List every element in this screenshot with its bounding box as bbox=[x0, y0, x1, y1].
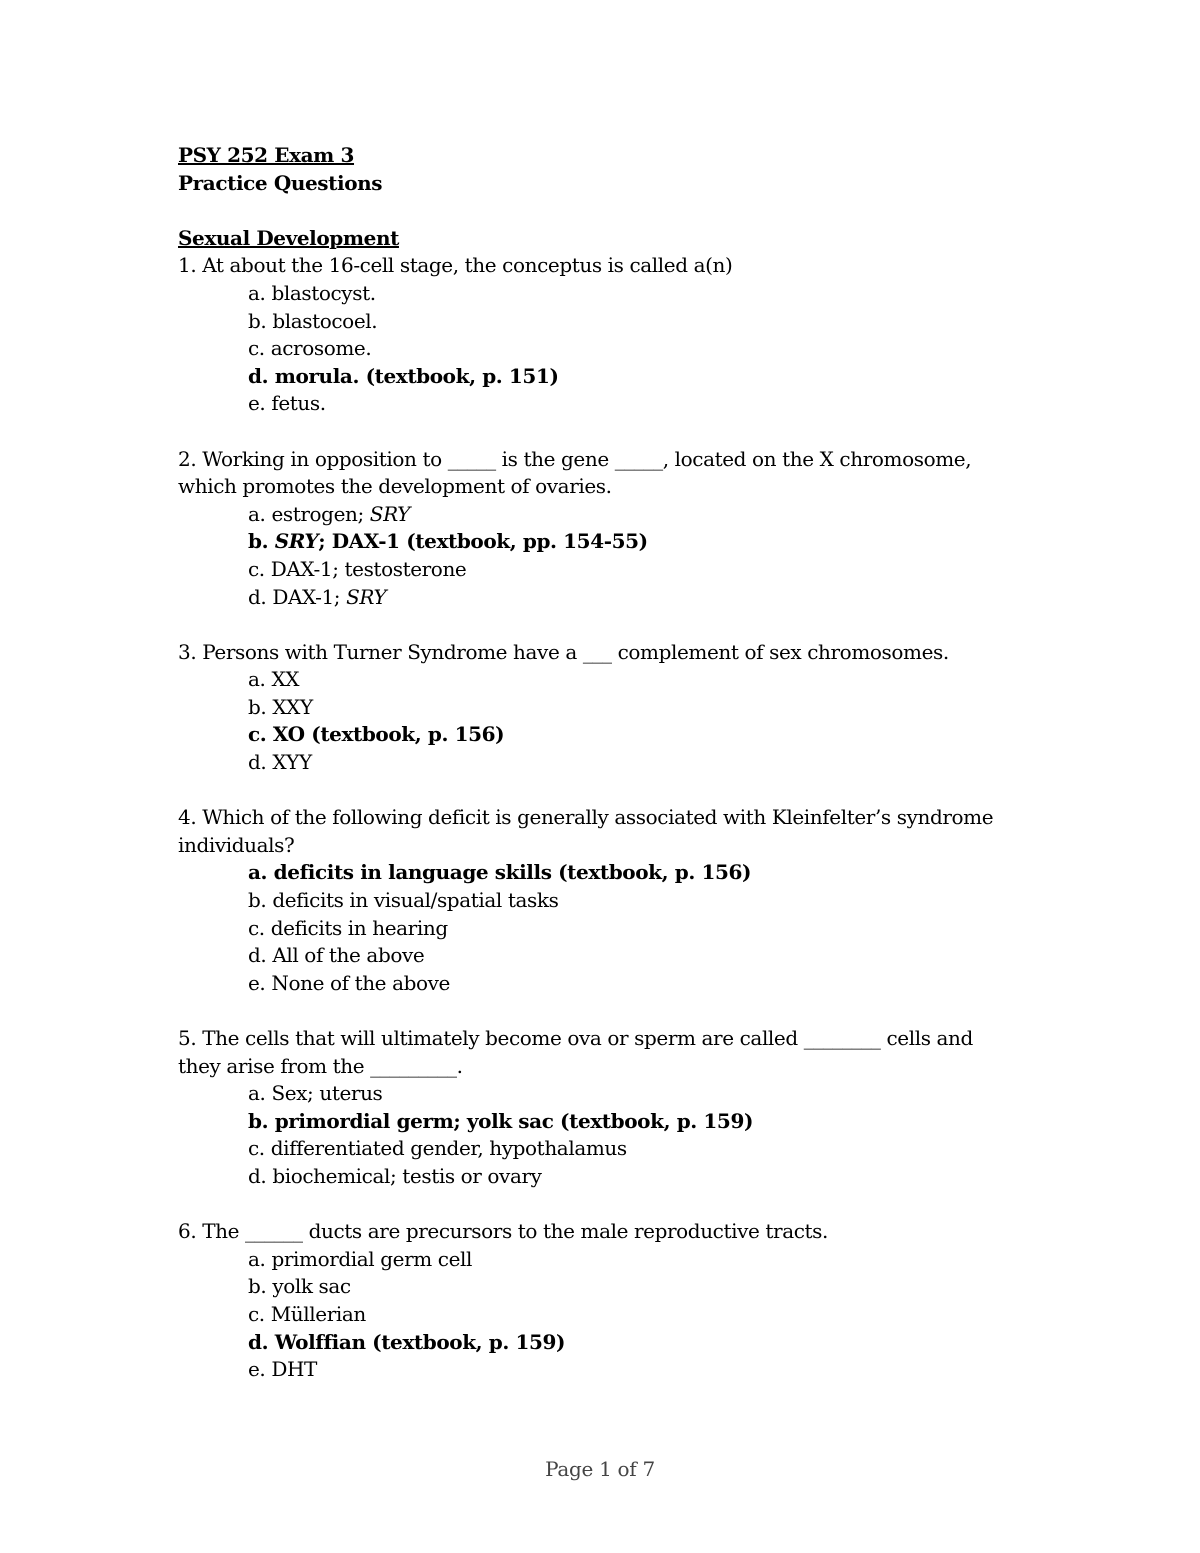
question-5-option-c: c. differentiated gender, hypothalamus bbox=[248, 1136, 627, 1161]
spacer bbox=[178, 997, 1038, 1025]
question-4-option-b: b. deficits in visual/spatial tasks bbox=[248, 888, 559, 913]
spacer bbox=[178, 418, 1038, 446]
spacer bbox=[178, 197, 1038, 225]
question-3-option-c-answer: c. XO (textbook, p. 156) bbox=[248, 722, 505, 747]
question-4-option-c: c. deficits in hearing bbox=[248, 915, 448, 940]
spacer bbox=[178, 1191, 1038, 1219]
question-6-option-e: e. DHT bbox=[248, 1357, 317, 1382]
question-6-option-d-answer: d. Wolffian (textbook, p. 159) bbox=[248, 1329, 566, 1354]
question-6-option-c: c. Müllerian bbox=[248, 1301, 366, 1326]
question-1-option-d-answer: d. morula. (textbook, p. 151) bbox=[248, 363, 559, 388]
question-1-text: 1. At about the 16-cell stage, the conceptus is called a(n) bbox=[178, 253, 733, 278]
question-3-option-d: d. XYY bbox=[248, 750, 312, 775]
spacer bbox=[178, 777, 1038, 805]
question-1-option-c: c. acrosome. bbox=[248, 336, 372, 361]
question-4-option-e: e. None of the above bbox=[248, 970, 450, 995]
page-number: Page 1 of 7 bbox=[545, 1457, 655, 1481]
question-6-option-a: a. primordial germ cell bbox=[248, 1246, 472, 1271]
gene-name-italic: SRY bbox=[369, 501, 410, 526]
question-5-text-line-2: they arise from the _________. bbox=[178, 1053, 463, 1078]
question-5-option-d: d. biochemical; testis or ovary bbox=[248, 1163, 542, 1188]
question-4-option-d: d. All of the above bbox=[248, 943, 425, 968]
question-3-text: 3. Persons with Turner Syndrome have a ___ complement of sex chromosomes. bbox=[178, 639, 949, 664]
question-1-option-e: e. fetus. bbox=[248, 391, 326, 416]
question-1-option-a: a. blastocyst. bbox=[248, 280, 376, 305]
question-1-option-b: b. blastocoel. bbox=[248, 308, 378, 333]
gene-name-italic: SRY bbox=[274, 529, 319, 554]
course-title: PSY 252 Exam 3 bbox=[178, 143, 355, 167]
question-2-text-line-1: 2. Working in opposition to _____ is the gene _____, located on the X chromosome, bbox=[178, 446, 972, 471]
spacer bbox=[178, 611, 1038, 639]
question-3-option-a: a. XX bbox=[248, 667, 300, 692]
question-5-text-line-1: 5. The cells that will ultimately become ova or sperm are called ________ cells and bbox=[178, 1026, 973, 1050]
question-2-option-b-answer bbox=[178, 528, 1038, 556]
document-body bbox=[178, 142, 1038, 1384]
option-prefix: b. bbox=[248, 529, 275, 554]
question-2-option-d bbox=[178, 584, 1038, 612]
question-2-option-c: c. DAX-1; testosterone bbox=[248, 556, 467, 581]
question-6-text: 6. The ______ ducts are precursors to the male reproductive tracts. bbox=[178, 1219, 828, 1244]
question-5-option-b-answer: b. primordial germ; yolk sac (textbook, p. 159) bbox=[248, 1108, 754, 1133]
question-2-option-a bbox=[178, 501, 1038, 529]
section-title: Sexual Development bbox=[178, 225, 399, 250]
question-6-option-b: b. yolk sac bbox=[248, 1274, 351, 1299]
question-2-text-line-2: which promotes the development of ovaries. bbox=[178, 474, 612, 499]
option-text: a. estrogen; bbox=[248, 501, 370, 526]
option-text: d. DAX-1; bbox=[248, 584, 347, 609]
question-5-option-a: a. Sex; uterus bbox=[248, 1081, 383, 1106]
subtitle: Practice Questions bbox=[178, 170, 383, 195]
question-3-option-b: b. XXY bbox=[248, 694, 313, 719]
gene-name-italic: SRY bbox=[346, 584, 387, 609]
question-4-text-line-2: individuals? bbox=[178, 832, 295, 857]
question-4-text-line-1: 4. Which of the following deficit is generally associated with Kleinfelter’s syndrome bbox=[178, 805, 994, 830]
question-4-option-a-answer: a. deficits in language skills (textbook, p. 156) bbox=[248, 860, 752, 885]
option-text: ; DAX-1 (textbook, pp. 154-55) bbox=[318, 529, 648, 554]
